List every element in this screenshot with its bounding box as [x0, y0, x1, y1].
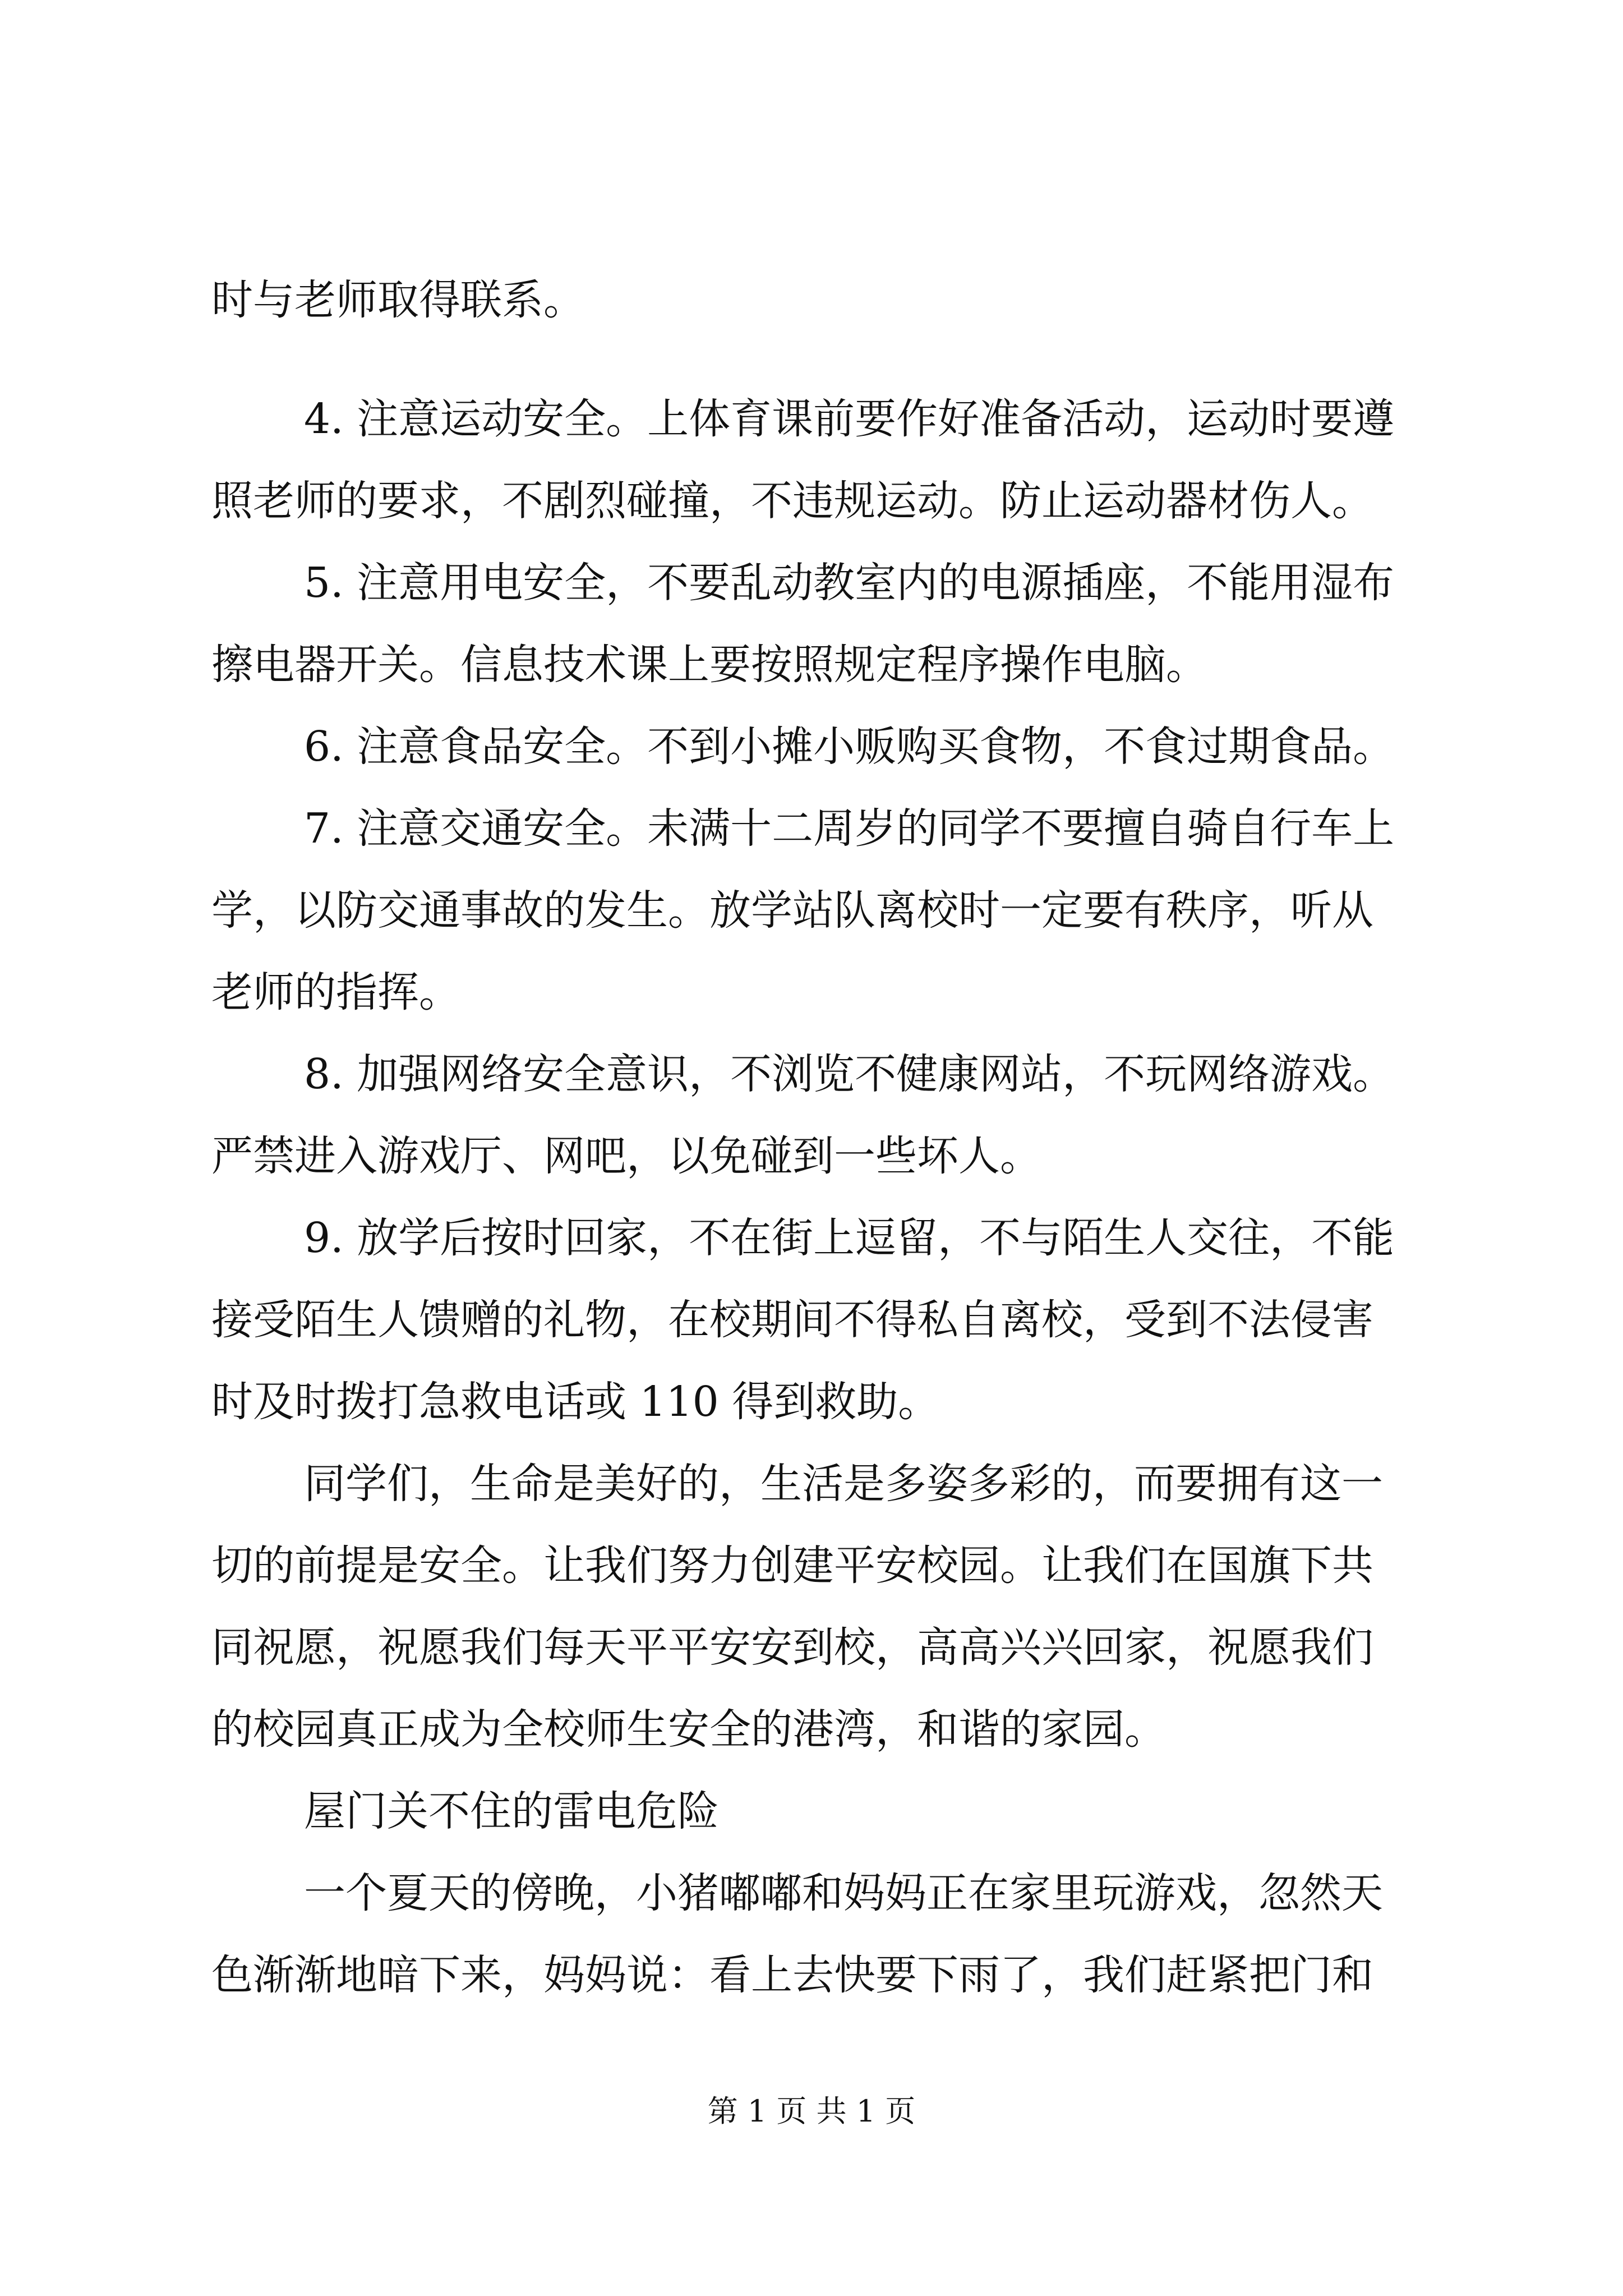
- page-number-footer: 第 1 页 共 1 页: [707, 2093, 916, 2129]
- document-page: 时与老师取得联系。 4. 注意运动安全。上体育课前要作好准备活动，运动时要遵 照老师的要求，不剧烈碰撞，不违规运动。防止运动器材伤人。 5. 注意用电安全，不要乱动教室内的电源插座，不能用湿布 擦电器开关。信息技术课上要按照规定程序操作电脑。 6. 注意食品安全。不到小摊小贩购买食物，不食过期食品。 7. 注意交通安全。未满十二周岁的同学不要擅自骑自行车上 学，以防交通事故的发生。放学站队离校时一定要有秩序，听从 老师的指挥。 8. 加强网络安全意识，不浏览不健康网站，不玩网络游戏。 严禁进入游戏厅、网吧，以免碰到一些坏人。 9. 放学后按时回家，不在街上逗留，不与陌生人交往，不能 接受陌生人馈赠的礼物，在校期间不得私自离校，受到不法侵害 时及时拨打急救电话或 110 得到救助。 同学们，生命是美好的，生活是多姿多彩的，而要拥有这一 切的前提是安全。让我们努力创建平安校园。让我们在国旗下共 同祝愿，祝愿我们每天平平安安到校，高高兴兴回家，祝愿我们 的校园真正成为全校师生安全的港湾，和谐的家园。 屋门关不住的雷电危险 一个夏天的傍晚，小猪嘟嘟和妈妈正在家里玩游戏，忽然天 色渐渐地暗下来，妈妈说：看上去快要下雨了，我们赶紧把门和: [211, 276, 1395, 1999]
